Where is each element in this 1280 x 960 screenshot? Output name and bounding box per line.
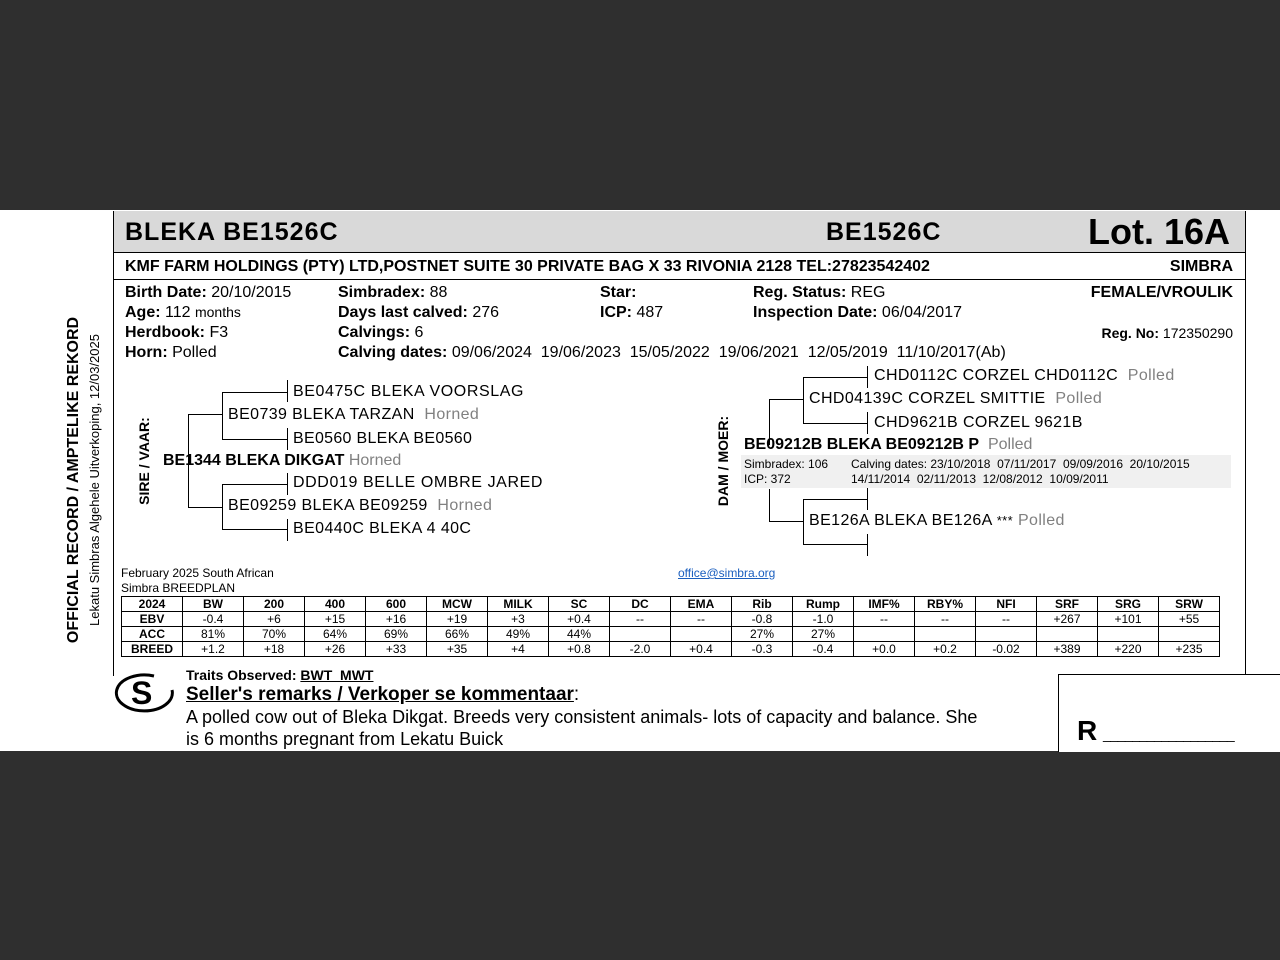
ebv-cell: +0.4 [671, 642, 732, 657]
ebv-cell: 44% [549, 627, 610, 642]
ebv-cell: -0.3 [732, 642, 793, 657]
pedigree-line [803, 499, 867, 500]
dam-label: DAM / MOER: [715, 415, 731, 507]
ebv-cell: +0.8 [549, 642, 610, 657]
ebv-cell: +0.4 [549, 612, 610, 627]
pedigree-line [287, 519, 288, 541]
birth-date: Birth Date: 20/10/2015 [125, 284, 292, 301]
ebv-row [122, 627, 1220, 642]
pedigree-line [769, 489, 770, 522]
age: Age: 112 months [125, 304, 241, 321]
ebv-row-label: EBV [122, 612, 183, 627]
ebv-cell [610, 627, 671, 642]
ebv-cell: -- [854, 612, 915, 627]
ebv-cell: 49% [488, 627, 549, 642]
ebv-header-cell: BW [183, 597, 244, 612]
ebv-cell: +55 [1159, 612, 1220, 627]
ebv-cell: +267 [1037, 612, 1098, 627]
ebv-header-cell: Rump [793, 597, 854, 612]
ebv-cell: -- [915, 612, 976, 627]
ebv-cell: +0.2 [915, 642, 976, 657]
dam: BE09212B BLEKA BE09212B P Polled [744, 436, 1033, 453]
ebv-cell: 27% [732, 627, 793, 642]
sire-sire-sire: BE0475C BLEKA VOORSLAG [293, 383, 525, 400]
ebv-cell: 66% [427, 627, 488, 642]
ebv-cell [854, 627, 915, 642]
ebv-header-cell: 2024 [122, 597, 183, 612]
ebv-cell: 70% [244, 627, 305, 642]
herdbook: Herdbook: F3 [125, 324, 229, 341]
pedigree-line [803, 377, 867, 378]
ebv-header-cell: SC [549, 597, 610, 612]
ebv-cell: -0.8 [732, 612, 793, 627]
ebv-cell: -0.4 [793, 642, 854, 657]
logo-letter: S [131, 675, 153, 711]
reg-no: Reg. No: 172350290 [1101, 325, 1233, 341]
ebv-header-cell: Rib [732, 597, 793, 612]
email-link[interactable]: office@simbra.org [678, 566, 776, 580]
remarks-line1: A polled cow out of Bleka Dikgat. Breeds very consistent animals- lots of capacity and balance. She [186, 707, 978, 727]
ebv-cell [976, 627, 1037, 642]
pedigree-line [287, 428, 288, 450]
ebv-cell [1037, 627, 1098, 642]
ebv-cell: 81% [183, 627, 244, 642]
ebv-row-label: ACC [122, 627, 183, 642]
pedigree-line [867, 412, 868, 434]
ebv-cell: +35 [427, 642, 488, 657]
pedigree-line [803, 423, 867, 424]
sire-sire-dam: BE0560 BLEKA BE0560 [293, 430, 473, 447]
ebv-cell: +101 [1098, 612, 1159, 627]
ebv-cell: +26 [305, 642, 366, 657]
ebv-cell: 69% [366, 627, 427, 642]
auction-label: Lekatu Simbras Algehele Uitverkoping, 12/03/2025 [87, 334, 102, 626]
pedigree-line [867, 534, 868, 556]
simbradex: Simbradex: 88 [338, 284, 448, 301]
ebv-table [121, 596, 1220, 657]
calvings: Calvings: 6 [338, 324, 424, 341]
pedigree-line [222, 392, 223, 440]
ebv-cell: +15 [305, 612, 366, 627]
dam-simbradex: Simbradex: 106 [744, 457, 829, 471]
ebv-cell: 27% [793, 627, 854, 642]
ebv-header-cell: EMA [671, 597, 732, 612]
ebv-row [122, 612, 1220, 627]
ebv-cell: +19 [427, 612, 488, 627]
sex: FEMALE/VROULIK [1090, 284, 1233, 301]
dam-dam: BE126A BLEKA BE126A *** Polled [809, 512, 1065, 529]
official-record-label: OFFICIAL RECORD / AMPTELIKE REKORD [65, 316, 82, 644]
ebv-header-cell: SRW [1159, 597, 1220, 612]
dam-calving-dates-2: 14/11/2014 02/11/2013 12/08/2012 10/09/2011 [851, 472, 1109, 486]
dam-sire-dam: CHD9621B CORZEL 9621B [874, 414, 1083, 431]
ebv-cell: -1.0 [793, 612, 854, 627]
sire-dam: BE09259 BLEKA BE09259 Horned [228, 497, 493, 514]
ebv-cell: +220 [1098, 642, 1159, 657]
ebv-cell: +4 [488, 642, 549, 657]
ebv-cell [671, 627, 732, 642]
pedigree-line [188, 414, 222, 415]
pedigree-line [803, 377, 804, 424]
lot-number: Lot. 16A [1087, 211, 1230, 252]
ebv-cell [1159, 627, 1220, 642]
ebv-header-cell: MILK [488, 597, 549, 612]
dam-calving-dates: Calving dates: 23/10/2018 07/11/2017 09/09/2016 20/10/2015 [851, 457, 1190, 471]
breed: SIMBRA [1169, 258, 1233, 275]
remarks-line2: is 6 months pregnant from Lekatu Buick [186, 729, 504, 749]
ebv-row [122, 642, 1220, 657]
days-last-calved: Days last calved: 276 [338, 304, 500, 321]
horn: Horn: Polled [125, 344, 217, 361]
pedigree-line [803, 499, 804, 545]
ebv-header-cell: 400 [305, 597, 366, 612]
ebv-cell: +0.0 [854, 642, 915, 657]
animal-name: BLEKA BE1526C [125, 218, 339, 246]
owner: KMF FARM HOLDINGS (PTY) LTD,POSTNET SUITE 30 PRIVATE BAG X 33 RIVONIA 2128 TEL:27823542402 [125, 258, 930, 275]
ebv-header-cell: NFI [976, 597, 1037, 612]
lot-sheet [0, 210, 1280, 751]
ebv-header-cell: SRG [1098, 597, 1159, 612]
ebv-cell: +18 [244, 642, 305, 657]
pedigree-line [867, 488, 868, 510]
dam-icp: ICP: 372 [744, 472, 791, 486]
ebv-cell: -- [976, 612, 1037, 627]
pedigree-line [222, 392, 288, 393]
ebv-cell: -2.0 [610, 642, 671, 657]
pedigree-line [769, 521, 803, 522]
dam-sire-sire: CHD0112C CORZEL CHD0112C Polled [874, 367, 1175, 384]
pedigree-line [769, 399, 803, 400]
ebv-header-cell: 600 [366, 597, 427, 612]
sire-dam-sire: DDD019 BELLE OMBRE JARED [293, 474, 544, 491]
ebv-header-cell: IMF% [854, 597, 915, 612]
ebv-cell [915, 627, 976, 642]
ebv-cell: +16 [366, 612, 427, 627]
inspection-date: Inspection Date: 06/04/2017 [753, 304, 962, 321]
ebv-cell: +235 [1159, 642, 1220, 657]
ebv-cell: +6 [244, 612, 305, 627]
breedplan-line2: Simbra BREEDPLAN [121, 581, 236, 595]
remarks-title: Seller's remarks / Verkoper se kommentaar: [186, 684, 580, 705]
calving-dates: Calving dates: 09/06/2024 19/06/2023 15/05/2022 19/06/2021 12/05/2019 11/10/2017(Ab) [338, 344, 1006, 361]
pedigree-line [222, 529, 288, 530]
sire-sire: BE0739 BLEKA TARZAN Horned [228, 406, 480, 423]
pedigree-line [188, 507, 222, 508]
ebv-cell [1098, 627, 1159, 642]
ebv-row-label: BREED [122, 642, 183, 657]
sire: BE1344 BLEKA DIKGAT Horned [163, 452, 402, 469]
ebv-cell: +1.2 [183, 642, 244, 657]
animal-id: BE1526C [826, 218, 942, 246]
ebv-cell: +389 [1037, 642, 1098, 657]
traits-observed: Traits Observed: BWT MWT [186, 667, 374, 683]
pedigree-line [222, 439, 288, 440]
price-label: R [1077, 715, 1098, 746]
breedplan-line1: February 2025 South African [121, 566, 274, 580]
star: Star: [600, 284, 637, 301]
dam-sire: CHD04139C CORZEL SMITTIE Polled [809, 390, 1103, 407]
sire-label: SIRE / VAAR: [136, 417, 152, 505]
pedigree-line [867, 366, 868, 388]
ebv-cell: -- [610, 612, 671, 627]
simbra-logo [114, 668, 176, 718]
ebv-header-row [122, 597, 1220, 612]
pedigree-line [287, 473, 288, 495]
ebv-cell: -0.02 [976, 642, 1037, 657]
pedigree-line [287, 380, 288, 402]
ebv-header-cell: RBY% [915, 597, 976, 612]
ebv-header-cell: DC [610, 597, 671, 612]
ebv-header-cell: MCW [427, 597, 488, 612]
icp: ICP: 487 [600, 304, 664, 321]
ebv-cell: 64% [305, 627, 366, 642]
ebv-cell: -- [671, 612, 732, 627]
price-line[interactable]: __________________ [1103, 726, 1235, 742]
ebv-cell: -0.4 [183, 612, 244, 627]
ebv-header-cell: SRF [1037, 597, 1098, 612]
pedigree-line [222, 484, 288, 485]
pedigree-line [222, 484, 223, 530]
sire-dam-dam: BE0440C BLEKA 4 40C [293, 520, 472, 537]
ebv-header-cell: 200 [244, 597, 305, 612]
pedigree-line [803, 544, 867, 545]
reg-status: Reg. Status: REG [753, 284, 886, 301]
ebv-cell: +33 [366, 642, 427, 657]
ebv-cell: +3 [488, 612, 549, 627]
